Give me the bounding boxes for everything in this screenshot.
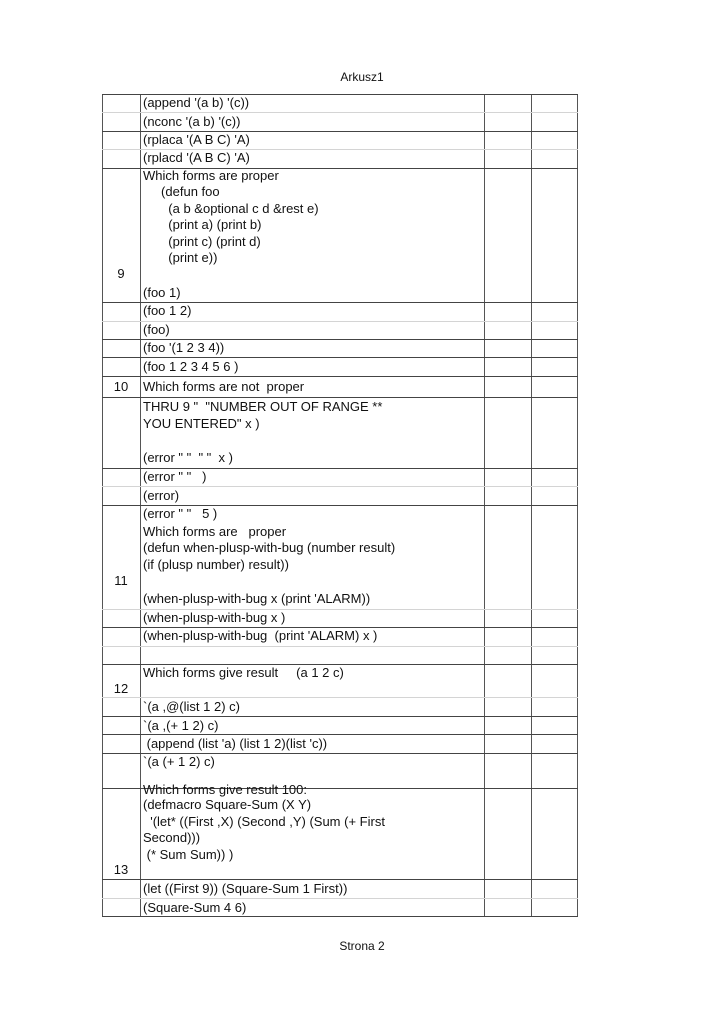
page-header: Arkusz1 — [340, 70, 384, 84]
question-number: 12 — [113, 681, 129, 696]
cell-text: Which forms give result (a 1 2 c) — [143, 665, 344, 680]
cell-text: Which forms are proper — [143, 524, 287, 539]
grid-line — [102, 397, 578, 398]
cell-text: THRU 9 " "NUMBER OUT OF RANGE ** — [143, 399, 383, 414]
cell-text: (error " " 5 ) — [143, 506, 218, 521]
grid-line — [102, 879, 578, 880]
spreadsheet-grid — [102, 94, 578, 917]
cell-text: (append '(a b) '(c)) — [143, 95, 250, 110]
grid-line — [102, 321, 578, 322]
cell-text: '(let* ((First ,X) (Second ,Y) (Sum (+ First — [143, 814, 385, 829]
cell-text: (error " " ) — [143, 469, 207, 484]
cell-text: (when-plusp-with-bug (print 'ALARM) x ) — [143, 628, 378, 643]
cell-text: (foo 1 2 3 4 5 6 ) — [143, 359, 239, 374]
grid-line — [102, 376, 578, 377]
cell-text: (foo '(1 2 3 4)) — [143, 340, 225, 355]
cell-text: (foo 1) — [143, 285, 181, 300]
grid-line — [102, 916, 578, 917]
cell-text: (rplacd '(A B C) 'A) — [143, 150, 250, 165]
grid-line — [102, 646, 578, 647]
grid-line — [102, 898, 578, 899]
grid-line — [102, 734, 578, 735]
cell-text: (rplaca '(A B C) 'A) — [143, 132, 250, 147]
cell-text: (foo) — [143, 322, 170, 337]
page-footer: Strona 2 — [339, 939, 385, 953]
grid-line — [102, 697, 578, 698]
cell-text: (let ((First 9)) (Square-Sum 1 First)) — [143, 881, 348, 896]
cell-text: `(a ,@(list 1 2) c) — [143, 699, 240, 714]
grid-line — [102, 716, 578, 717]
cell-text: (print a) (print b) — [143, 217, 262, 232]
cell-text: `(a (+ 1 2) c) — [143, 754, 215, 769]
cell-text: (print c) (print d) — [143, 234, 261, 249]
cell-text: (defmacro Square-Sum (X Y) — [143, 797, 312, 812]
cell-text: Which forms are not proper — [143, 379, 305, 394]
cell-text: (print e)) — [143, 250, 218, 265]
cell-text: (nconc '(a b) '(c)) — [143, 114, 241, 129]
cell-text: (error " " " " x ) — [143, 450, 233, 465]
question-number: 9 — [117, 266, 125, 281]
cell-text: (when-plusp-with-bug x (print 'ALARM)) — [143, 591, 371, 606]
cell-text: Which forms are proper — [143, 168, 279, 183]
cell-text: (append (list 'a) (list 1 2)(list 'c)) — [143, 736, 328, 751]
grid-line — [102, 486, 578, 487]
grid-line — [102, 357, 578, 358]
cell-text: (Square-Sum 4 6) — [143, 900, 247, 915]
cell-text: Second))) — [143, 830, 201, 845]
cell-text: (* Sum Sum)) ) — [143, 847, 234, 862]
cell-text: (defun when-plusp-with-bug (number result) — [143, 540, 396, 555]
cell-text: YOU ENTERED" x ) — [143, 416, 260, 431]
cell-text: (when-plusp-with-bug x ) — [143, 610, 286, 625]
question-number: 13 — [113, 862, 129, 877]
cell-text: Which forms give result 100: — [143, 782, 308, 797]
cell-text: `(a ,(+ 1 2) c) — [143, 718, 219, 733]
question-number: 11 — [114, 573, 128, 588]
cell-text: (a b &optional c d &rest e) — [143, 201, 319, 216]
cell-text: (if (plusp number) result)) — [143, 557, 289, 572]
cell-text: (foo 1 2) — [143, 303, 192, 318]
question-number: 10 — [113, 379, 129, 394]
grid-line — [102, 112, 578, 113]
cell-text: (error) — [143, 488, 180, 503]
cell-text: (defun foo — [143, 184, 220, 199]
